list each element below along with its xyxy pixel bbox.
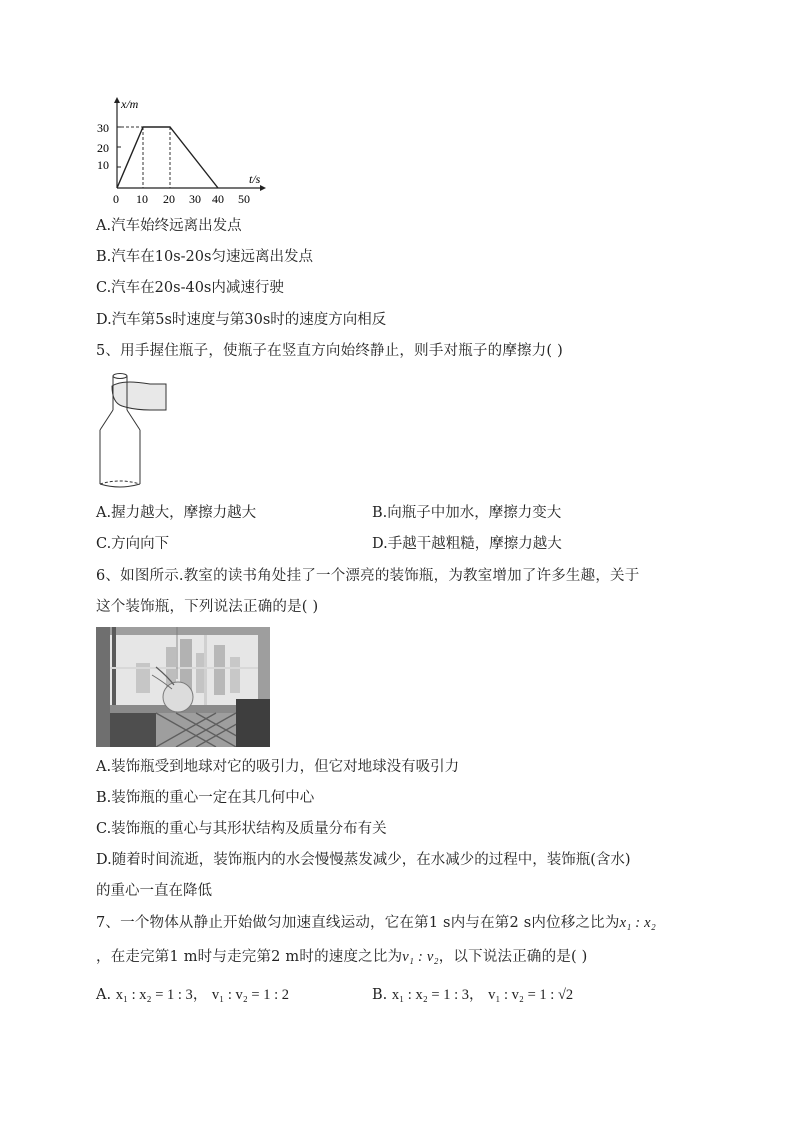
- hand-bottle-figure: [92, 370, 172, 496]
- q7-option-b-x: x₁ : x₂ = 1 : 3: [391, 987, 469, 1003]
- q7-stem-text2: ，在走完第1 m时与走完第2 m时的速度之比为: [96, 949, 403, 965]
- q5-option-a: A.握力越大，摩擦力越大: [96, 505, 257, 521]
- xt-curve: [117, 127, 218, 188]
- decorative-vase-photo: [96, 627, 270, 747]
- q5-stem: 5、用手握住瓶子，使瓶子在竖直方向始终静止，则手对瓶子的摩擦力( ): [96, 343, 563, 359]
- xt-graph: [90, 95, 275, 207]
- q7-stem-line1: [96, 913, 656, 933]
- q6-option-a: A.装饰瓶受到地球对它的吸引力，但它对地球没有吸引力: [96, 759, 460, 775]
- q4-option-d: D.汽车第5s时速度与第30s时的速度方向相反: [96, 312, 387, 328]
- x-tick-10: 10: [136, 192, 148, 206]
- q7-ratio-x: x₁ : x₂: [619, 915, 657, 931]
- q6-option-d: D.随着时间流逝，装饰瓶内的水会慢慢蒸发减少，在水减少的过程中，装饰瓶(含水): [96, 852, 631, 868]
- hand-icon: [112, 382, 166, 410]
- q7-option-a: [96, 985, 289, 1005]
- y-tick-20: 20: [97, 141, 109, 155]
- q7-stem-line2: [96, 947, 588, 967]
- q7-option-b-sep: ，: [468, 987, 484, 1003]
- q4-option-c: C.汽车在20s-40s内减速行驶: [96, 280, 284, 296]
- q7-option-b-label: B.: [372, 987, 388, 1003]
- x-tick-20: 20: [163, 192, 175, 206]
- q6-stem-line2: 这个装饰瓶，下列说法正确的是( ): [96, 599, 319, 615]
- y-tick-30: 30: [97, 121, 109, 135]
- q7-option-b: [372, 985, 573, 1005]
- x-axis-label: t/s: [249, 172, 261, 186]
- q6-option-c: C.装饰瓶的重心与其形状结构及质量分布有关: [96, 821, 387, 837]
- y-axis-label: x/m: [121, 97, 139, 111]
- x-tick-50: 50: [238, 192, 250, 206]
- q6-stem-line1: 6、如图所示.教室的读书角处挂了一个漂亮的装饰瓶，为教室增加了许多生趣，关于: [96, 568, 640, 584]
- x-tick-40: 40: [212, 192, 224, 206]
- q4-option-b: B.汽车在10s-20s匀速远离出发点: [96, 249, 313, 265]
- x-tick-0: 0: [113, 192, 119, 206]
- q7-option-a-sep: ，: [192, 987, 208, 1003]
- x-tick-30: 30: [189, 192, 201, 206]
- q7-stem-text: 7、一个物体从静止开始做匀加速直线运动，它在第1 s内与在第2 s内位移之比为: [96, 915, 620, 931]
- q7-ratio-v: v₁ : v₂: [402, 949, 439, 965]
- q6-option-d-continued: 的重心一直在降低: [96, 883, 212, 899]
- q5-option-b: B.向瓶子中加水，摩擦力变大: [372, 505, 562, 521]
- q4-option-a: A.汽车始终远离出发点: [96, 218, 242, 234]
- q7-option-b-v: v₁ : v₂ = 1 : √2: [488, 987, 574, 1003]
- q5-option-c: C.方向向下: [96, 536, 170, 552]
- q7-option-a-v: v₁ : v₂ = 1 : 2: [211, 987, 290, 1003]
- q5-option-d: D.手越干越粗糙，摩擦力越大: [372, 536, 562, 552]
- y-tick-10: 10: [97, 158, 109, 172]
- q7-option-a-label: A.: [96, 987, 112, 1003]
- q7-option-a-x: x₁ : x₂ = 1 : 3: [115, 987, 193, 1003]
- q6-option-b: B.装饰瓶的重心一定在其几何中心: [96, 790, 315, 806]
- q7-stem-end: ，以下说法正确的是( ): [438, 949, 588, 965]
